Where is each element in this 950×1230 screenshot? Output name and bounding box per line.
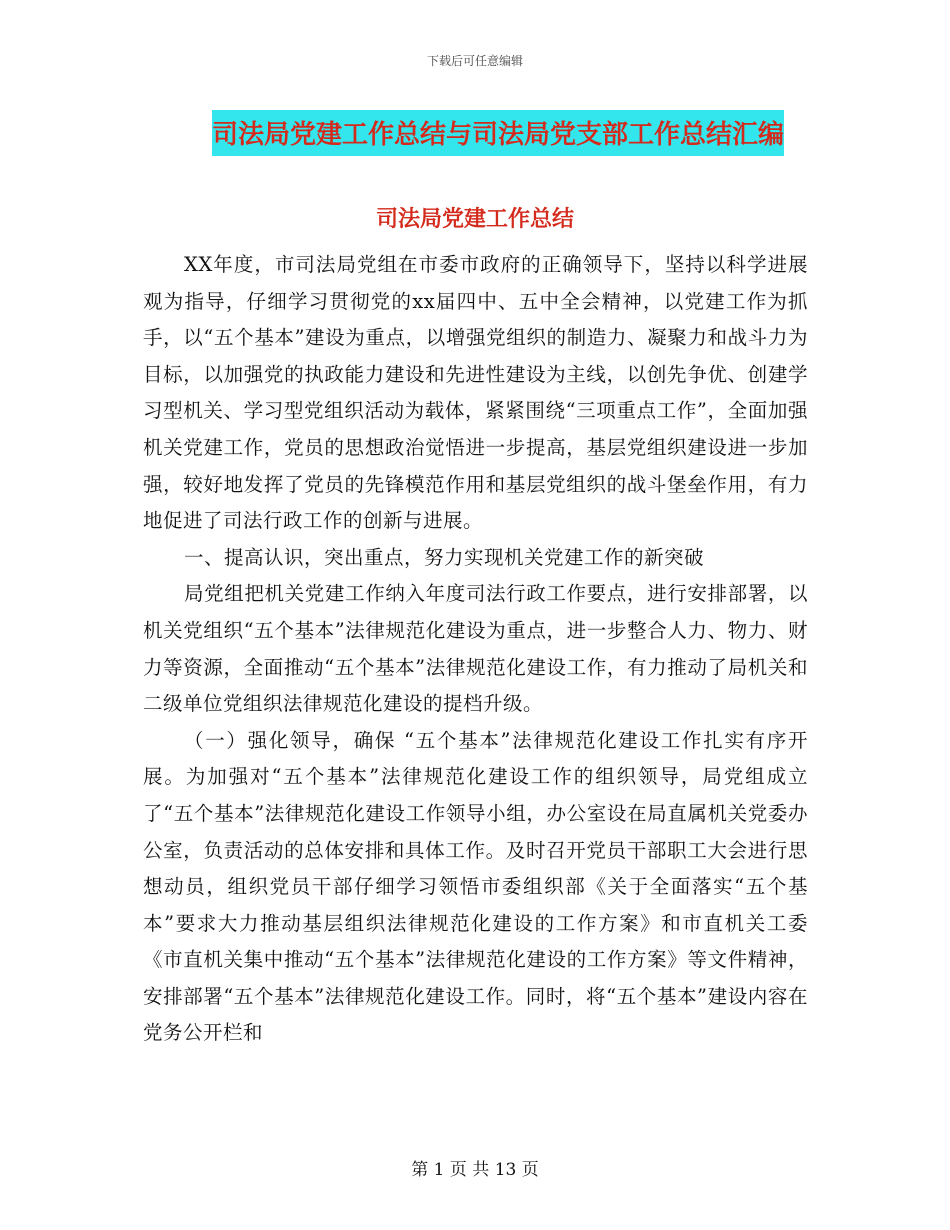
paragraph-subsection-1: （一）强化领导，确保 “五个基本”法律规范化建设工作扎实有序开展。为加强对“五个基本”法律规范化建设工作的组织领导，局党组成立了“五个基本”法律规范化建设工作领导小组，办公室设在局直属机关党委办公室，负责活动的总体安排和具体工作。及时召开党员干部职工大会进行思想动员，组织党员干部仔细学习领悟市委组织部《关于全面落实“五个基本”要求大力推动基层组织法律规范化建设的工作方案》和市直机关工委《市直机关集中推动“五个基本”法律规范化建设的工作方案》等文件精神，安排部署“五个基本”法律规范化建设工作。同时，将“五个基本”建设内容在党务公开栏和 (143, 728, 808, 1045)
main-title-wrap (0, 110, 950, 156)
page-header-note: 下载后可任意编辑 (426, 54, 523, 68)
main-title: 司法局党建工作总结与司法局党支部工作总结汇编 (212, 110, 784, 156)
paragraph-intro: XX年度，市司法局党组在市委市政府的正确领导下，坚持以科学进展观为指导，仔细学习贯彻党的xx届四中、五中全会精神，以党建工作为抓手，以“五个基本”建设为重点，以增强党组织的制造力、凝聚力和战斗力为目标，以加强党的执政能力建设和先进性建设为主线，以创先争优、创建学习型机关、学习型党组织活动为载体，紧紧围绕“三项重点工作”，全面加强机关党建工作，党员的思想政治觉悟进一步提高，基层党组织建设进一步加强，较好地发挥了党员的先锋模范作用和基层党组织的战斗堡垒作用，有力地促进了司法行政工作的创新与进展。 (143, 253, 808, 533)
section-title: 司法局党建工作总结 (375, 207, 574, 232)
page-number: 第 1 页 共 13 页 (411, 1160, 539, 1180)
heading-section-1: 一、提高认识，突出重点，努力实现机关党建工作的新突破 (184, 545, 705, 569)
document-body (143, 247, 808, 1052)
paragraph-section-1: 局党组把机关党建工作纳入年度司法行政工作要点，进行安排部署，以机关党组织“五个基本”法律规范化建设为重点，进一步整合人力、物力、财力等资源，全面推动“五个基本”法律规范化建设工作，有力推动了局机关和二级单位党组织法律规范化建设的提档升级。 (143, 582, 808, 716)
